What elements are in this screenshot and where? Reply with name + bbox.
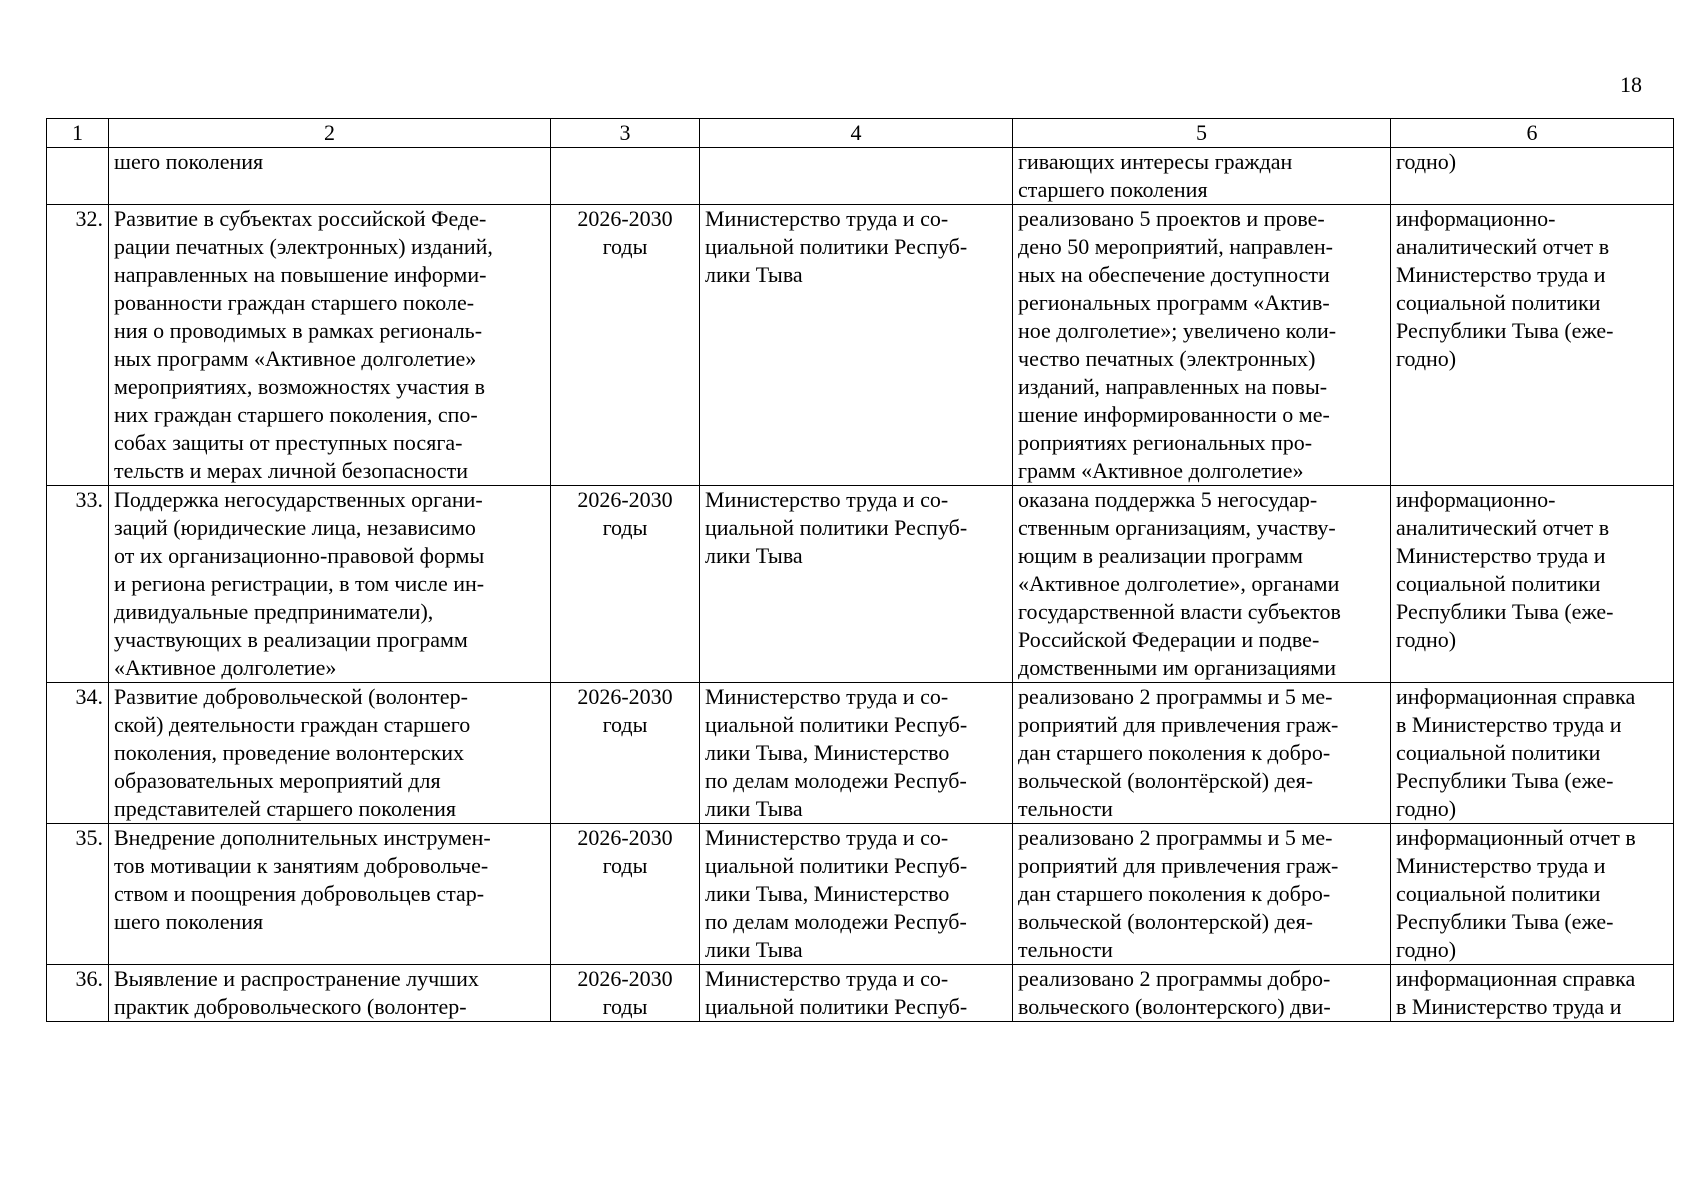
period-cell bbox=[551, 148, 700, 205]
period-cell: 2026-2030 годы bbox=[551, 683, 700, 824]
control-cell: годно) bbox=[1391, 148, 1674, 205]
executor-cell: Министерство труда и со- циальной политики Респуб- лики Тыва bbox=[700, 205, 1013, 486]
table-row bbox=[47, 965, 1674, 1022]
result-cell: реализовано 5 проектов и прове- дено 50 мероприятий, направлен- ных на обеспечение доступности региональных программ «Актив- ное долголетие»; увеличено коли- чество печатных (электронных) изданий, направленных на повы- шение информированности о ме- роприятиях региональных про- грамм «Активное долголетие» bbox=[1013, 205, 1391, 486]
control-cell: информационная справка в Министерство труда и bbox=[1391, 965, 1674, 1022]
period-cell: 2026-2030 годы bbox=[551, 965, 700, 1022]
table-row bbox=[47, 683, 1674, 824]
measure-cell: Развитие добровольческой (волонтер- ской) деятельности граждан старшего поколения, проведение волонтерских образовательных мероприятий для представителей старшего поколения bbox=[109, 683, 551, 824]
period-cell: 2026-2030 годы bbox=[551, 486, 700, 683]
column-number-cell: 2 bbox=[109, 119, 551, 148]
measure-cell: Поддержка негосударственных органи- заций (юридические лица, независимо от их организационно-правовой формы и региона регистрации, в том числе ин- дивидуальные предприниматели), участвующих в реализации программ «Активное долголетие» bbox=[109, 486, 551, 683]
executor-cell: Министерство труда и со- циальной политики Респуб- лики Тыва, Министерство по делам молодежи Респуб- лики Тыва bbox=[700, 824, 1013, 965]
column-number-row bbox=[47, 119, 1674, 148]
column-number-cell: 6 bbox=[1391, 119, 1674, 148]
result-cell: реализовано 2 программы и 5 ме- роприятий для привлечения граж- дан старшего поколения к добро- вольческой (волонтёрской) дея- тельности bbox=[1013, 683, 1391, 824]
measure-cell: шего поколения bbox=[109, 148, 551, 205]
column-number-cell: 3 bbox=[551, 119, 700, 148]
measures-table bbox=[46, 118, 1674, 1022]
row-number-cell: 34. bbox=[47, 683, 109, 824]
column-number-cell: 1 bbox=[47, 119, 109, 148]
table-body bbox=[47, 119, 1674, 1022]
measure-cell: Выявление и распространение лучших практик добровольческого (волонтер- bbox=[109, 965, 551, 1022]
control-cell: информационная справка в Министерство труда и социальной политики Республики Тыва (еже- годно) bbox=[1391, 683, 1674, 824]
executor-cell: Министерство труда и со- циальной политики Респуб- bbox=[700, 965, 1013, 1022]
measure-cell: Развитие в субъектах российской Феде- рации печатных (электронных) изданий, направленных на повышение информи- рованности граждан старшего поколе- ния о проводимых в рамках региональ- ных программ «Активное долголетие» мероприятиях, возможностях участия в них граждан старшего поколения, спо- собах защиты от преступных посяга- тельств и мерах личной безопасности bbox=[109, 205, 551, 486]
column-number-cell: 5 bbox=[1013, 119, 1391, 148]
executor-cell bbox=[700, 148, 1013, 205]
table-row bbox=[47, 148, 1674, 205]
result-cell: гивающих интересы граждан старшего поколения bbox=[1013, 148, 1391, 205]
column-number-cell: 4 bbox=[700, 119, 1013, 148]
result-cell: реализовано 2 программы и 5 ме- роприятий для привлечения граж- дан старшего поколения к добро- вольческой (волонтерской) дея- тельности bbox=[1013, 824, 1391, 965]
control-cell: информационно- аналитический отчет в Министерство труда и социальной политики Республики Тыва (еже- годно) bbox=[1391, 205, 1674, 486]
row-number-cell: 35. bbox=[47, 824, 109, 965]
row-number-cell: 32. bbox=[47, 205, 109, 486]
table-row bbox=[47, 205, 1674, 486]
control-cell: информационно- аналитический отчет в Министерство труда и социальной политики Республики Тыва (еже- годно) bbox=[1391, 486, 1674, 683]
control-cell: информационный отчет в Министерство труда и социальной политики Республики Тыва (еже- годно) bbox=[1391, 824, 1674, 965]
executor-cell: Министерство труда и со- циальной политики Респуб- лики Тыва, Министерство по делам молодежи Респуб- лики Тыва bbox=[700, 683, 1013, 824]
row-number-cell bbox=[47, 148, 109, 205]
table-row bbox=[47, 824, 1674, 965]
executor-cell: Министерство труда и со- циальной политики Респуб- лики Тыва bbox=[700, 486, 1013, 683]
result-cell: оказана поддержка 5 негосудар- ственным организациям, участву- ющим в реализации программ «Активное долголетие», органами государственной власти субъектов Российской Федерации и подве- домственными им организациями bbox=[1013, 486, 1391, 683]
period-cell: 2026-2030 годы bbox=[551, 205, 700, 486]
table-row bbox=[47, 486, 1674, 683]
period-cell: 2026-2030 годы bbox=[551, 824, 700, 965]
measure-cell: Внедрение дополнительных инструмен- тов мотивации к занятиям добровольче- ством и поощрения добровольцев стар- шего поколения bbox=[109, 824, 551, 965]
row-number-cell: 36. bbox=[47, 965, 109, 1022]
row-number-cell: 33. bbox=[47, 486, 109, 683]
result-cell: реализовано 2 программы добро- вольческого (волонтерского) дви- bbox=[1013, 965, 1391, 1022]
page-number: 18 bbox=[1620, 72, 1642, 97]
